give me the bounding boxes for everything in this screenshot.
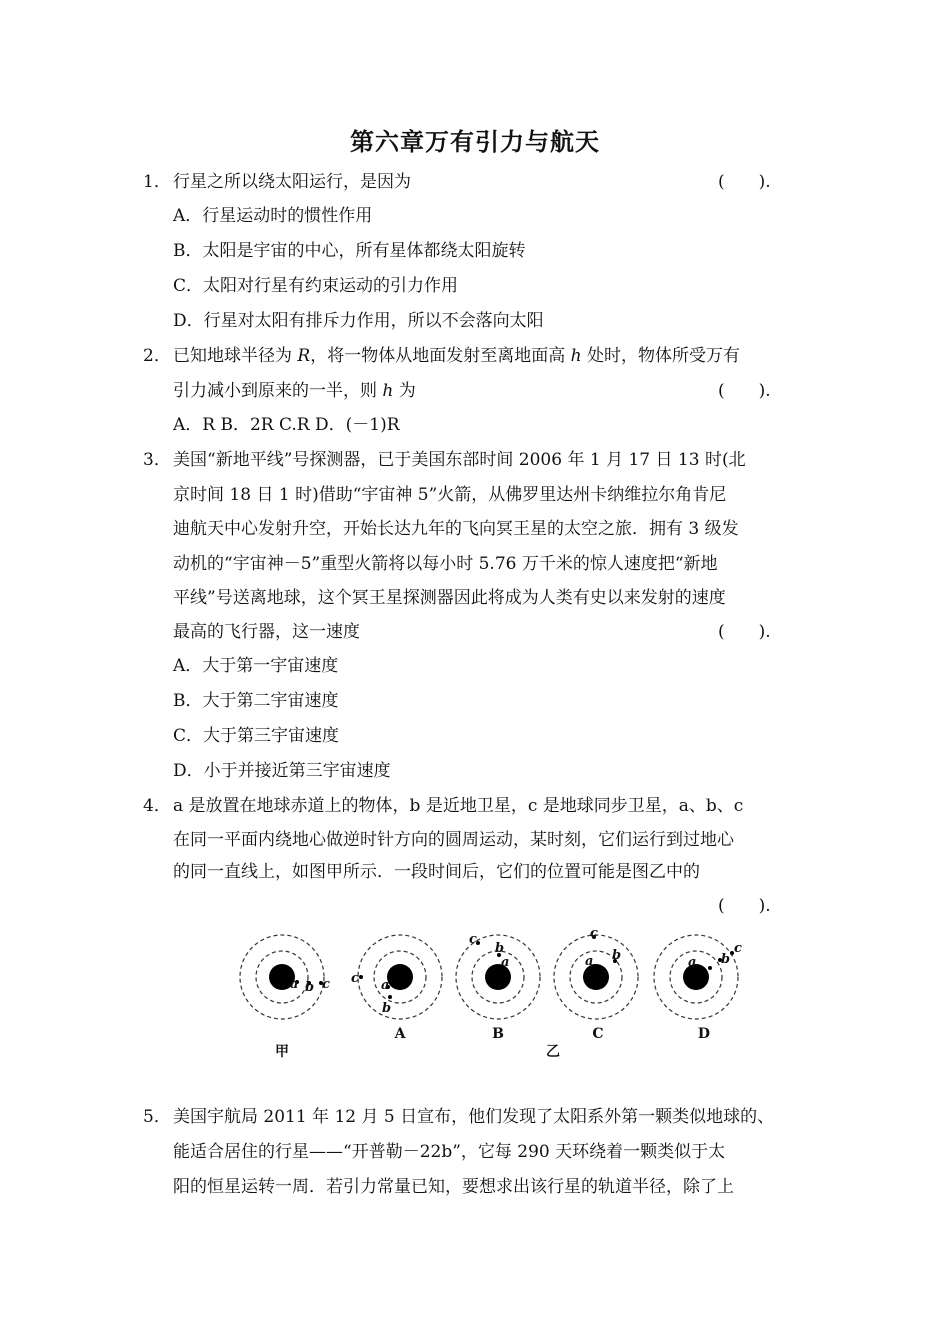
q5-stem-line: 美国宇航局 2011 年 12 月 5 日宣布，他们发现了太阳系外第一颗类似地球的、 [173,1107,775,1127]
q2-options: A．R B．2R C.R D．(－1)R [173,415,400,435]
q2-answer-bracket: ( ). [718,381,771,401]
q3-stem-line: 京时间 18 日 1 时)借助“宇宙神 5”火箭，从佛罗里达州卡纳维拉尔角肯尼 [173,485,727,505]
q1-option-c: C．太阳对行星有约束运动的引力作用 [173,276,459,296]
label-a: a [381,978,390,993]
label-c: c [590,926,598,941]
q5-number: 5． [143,1107,171,1127]
q2-stem-line-2: 引力减小到原来的一半，则 h 为 [173,381,416,401]
q1-number: 1． [143,172,171,192]
q3-answer-bracket: ( ). [718,622,771,642]
label-c: c [469,932,477,947]
q4-stem-line: 在同一平面内绕地心做逆时针方向的圆周运动，某时刻，它们运行到过地心 [173,830,734,850]
caption-c: C [592,1026,604,1042]
q1-option-d: D．行星对太阳有排斥力作用，所以不会落向太阳 [173,311,544,331]
label-b: b [495,941,505,956]
q5-stem-line: 阳的恒星运转一周．若引力常量已知，要想求出该行星的轨道半径，除了上 [173,1177,734,1197]
q3-option-c: C．大于第三宇宙速度 [173,726,340,746]
q3-stem-line: 最高的飞行器，这一速度 [173,622,360,642]
label-a: a [290,977,299,992]
q4-answer-bracket: ( ). [718,896,771,916]
q4-stem-line: 的同一直线上，如图甲所示．一段时间后，它们的位置可能是图乙中的 [173,862,700,882]
orbit-figure [225,925,765,1065]
q2-number: 2． [143,346,171,366]
label-b: b [305,980,315,995]
q3-number: 3． [143,450,171,470]
label-b: b [721,952,731,967]
q4-number: 4． [143,796,171,816]
q3-stem-line: 动机的“宇宙神－5”重型火箭将以每小时 5.76 万千米的惊人速度把“新地 [173,554,718,574]
label-b: b [382,1001,392,1016]
q3-stem-line: 迪航天中心发射升空，开始长达九年的飞向冥王星的太空之旅．拥有 3 级发 [173,519,739,539]
q1-answer-bracket: ( ). [718,172,771,192]
caption-a: A [394,1026,406,1042]
label-a: a [501,955,510,970]
label-a: a [688,955,697,970]
label-c: c [351,971,359,986]
q2-stem-line-1: 已知地球半径为 R，将一物体从地面发射至离地面高 h 处时，物体所受万有 [173,346,740,366]
label-c: c [734,941,742,956]
q1-option-a: A．行星运动时的惯性作用 [173,206,373,226]
q4-stem-line: a 是放置在地球赤道上的物体，b 是近地卫星，c 是地球同步卫星，a、b、c [173,796,744,816]
earth-a [387,964,413,990]
q3-option-d: D．小于并接近第三宇宙速度 [173,761,391,781]
q3-stem-line: 平线”号送离地球，这个冥王星探测器因此将成为人类有史以来发射的速度 [173,588,726,608]
q3-option-b: B．大于第二宇宙速度 [173,691,339,711]
label-a: a [585,954,594,969]
q3-option-a: A．大于第一宇宙速度 [173,656,339,676]
caption-jia: 甲 [275,1044,289,1060]
caption-b: B [492,1026,504,1042]
label-c: c [322,977,330,992]
label-b: b [612,948,622,963]
caption-d: D [697,1026,711,1042]
chapter-title: 第六章万有引力与航天 [350,127,600,156]
q5-stem-line: 能适合居住的行星——“开普勒－22b”，它每 290 天环绕着一颗类似于太 [173,1142,726,1162]
caption-yi: 乙 [546,1044,560,1060]
q1-option-b: B．太阳是宇宙的中心，所有星体都绕太阳旋转 [173,241,526,261]
q3-stem-line: 美国“新地平线”号探测器，已于美国东部时间 2006 年 1 月 17 日 13 时(北 [173,450,746,470]
q1-stem: 行星之所以绕太阳运行，是因为 [173,172,411,192]
